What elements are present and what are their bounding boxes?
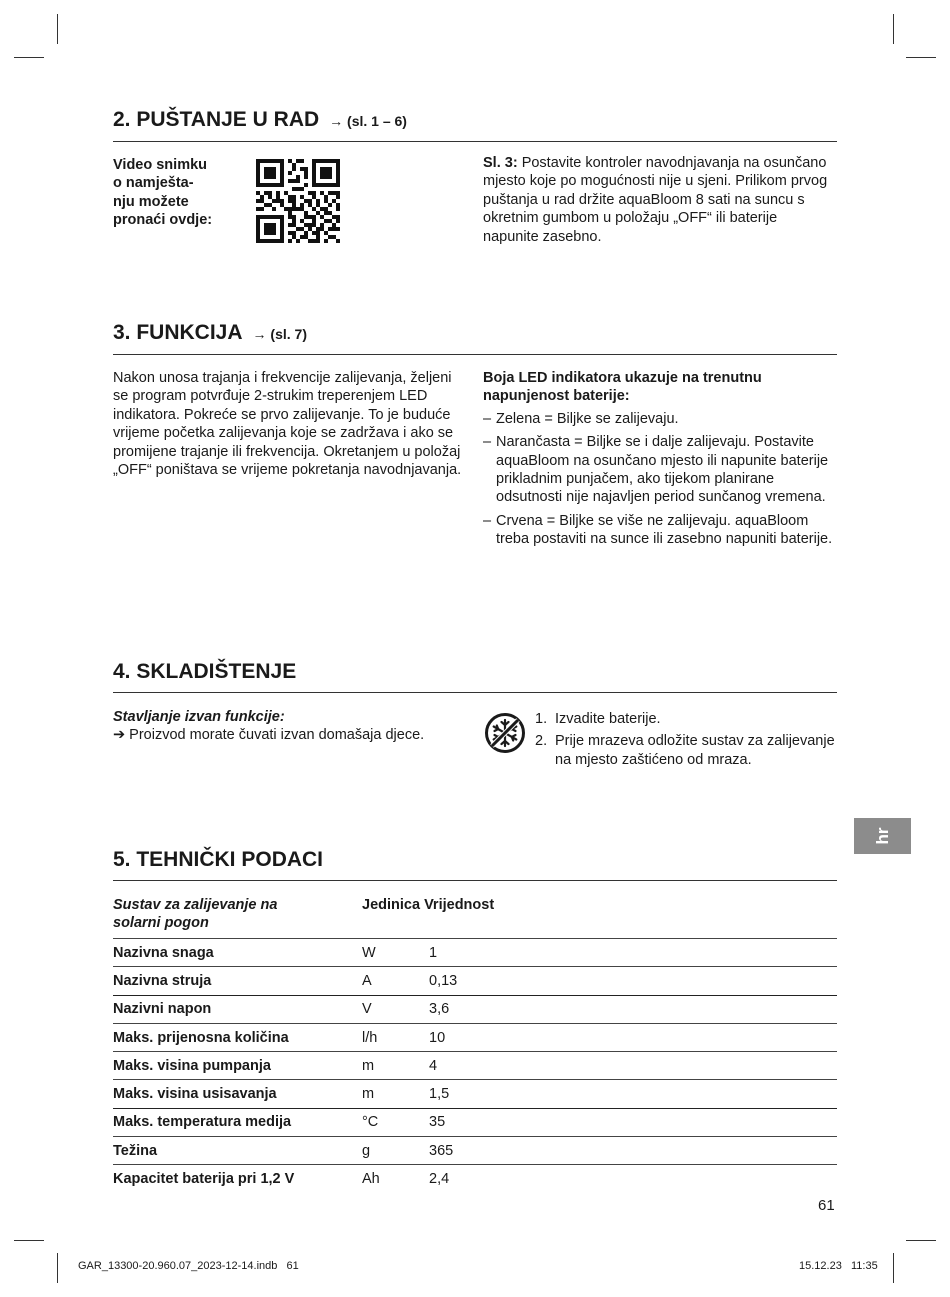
- crop-mark: [57, 14, 58, 44]
- led-item-orange: – Narančasta = Biljke se i dalje zalijevaju. Postavite aquaBloom na osunčano mjesto ili napunite baterije prikladnim punjačem, ako tijekom planirane odsutnosti nije najavljen period sunčanog vremena.: [483, 433, 833, 507]
- crop-mark: [14, 1240, 44, 1241]
- page-number: 61: [818, 1197, 835, 1214]
- figure-3-label: Sl. 3:: [483, 155, 518, 171]
- crop-mark: [893, 1253, 894, 1283]
- led-info: [483, 369, 833, 554]
- language-tab[interactable]: [854, 818, 911, 854]
- figure-3-text: [483, 154, 833, 246]
- led-item-red: – Crvena = Biljke se više ne zalijevaju. aquaBloom treba postaviti na sunce ili zasebno napuniti baterije.: [483, 512, 833, 549]
- storage-step: 2. Prije mrazeva odložite sustav za zalijevanje na mjesto zaštićeno od mraza.: [535, 733, 835, 768]
- qr-code-icon[interactable]: [256, 159, 340, 243]
- no-frost-icon: [484, 712, 526, 754]
- section-2-ref: → (sl. 1 – 6): [329, 113, 407, 129]
- footer-file: GAR_13300-20.960.07_2023-12-14.indb 61: [78, 1260, 299, 1272]
- section-5-title: 5. TEHNIČKI PODACI: [113, 848, 324, 871]
- section-4-title: 4. SKLADIŠTENJE: [113, 660, 297, 683]
- col-product-header: Sustav za zalijevanje na solarni pogon: [113, 894, 362, 939]
- led-heading: Boja LED indikatora ukazuje na trenutnu napunjenost baterije:: [483, 370, 762, 405]
- table-row: Nazivna struja A 0,13: [113, 967, 837, 995]
- crop-mark: [906, 57, 936, 58]
- language-tab-label: hr: [872, 827, 892, 845]
- storage-step: 1. Izvadite baterije.: [535, 711, 661, 727]
- table-row: Maks. prijenosna količina l/h 10: [113, 1023, 837, 1051]
- tech-data-table: [113, 894, 837, 1193]
- table-row: Težina g 365: [113, 1137, 837, 1165]
- table-row: Nazivni napon V 3,6: [113, 995, 837, 1023]
- section-2-title: 2. PUŠTANJE U RAD: [113, 108, 320, 131]
- crop-mark: [893, 14, 894, 44]
- video-hint: Video snimku o namješta- nju možete pronaći ovdje:: [113, 157, 213, 229]
- storage-steps: [535, 710, 835, 773]
- led-item-green: – Zelena = Biljke se zalijevaju.: [483, 410, 833, 428]
- figure-3-body: Postavite kontroler navodnjavanja na osunčano mjesto koje po mogućnosti nije u sjeni. Prilikom prvog puštanja u rad držite aquaBloom 8 sati na suncu s okretnim gumbom u položaju „OFF“ ili baterije napunite zasebno.: [483, 155, 828, 245]
- section-4-header: [113, 658, 837, 693]
- table-row: Maks. visina pumpanja m 4: [113, 1052, 837, 1080]
- crop-mark: [14, 57, 44, 58]
- table-row: Nazivna snaga W 1: [113, 939, 837, 967]
- section-5-header: [113, 846, 837, 881]
- function-text: Nakon unosa trajanja i frekvencije zalijevanja, željeni se program potvrđuje 2-strukim treperenjem LED indikatora. Pokreće se prvo zalijevanje. To je buduće vrijeme početka zalijevanja koje se zadržava i ako se promijene trajanje ili frekvencija. Okretanjem u položaj „OFF“ poništava se vrijeme pokretanja navodnjavanja.: [113, 370, 462, 479]
- footer-date: 15.12.23 11:35: [799, 1260, 878, 1272]
- crop-mark: [906, 1240, 936, 1241]
- table-header-row: [113, 894, 837, 939]
- storage-left: [113, 708, 465, 745]
- section-3-ref: → (sl. 7): [252, 326, 307, 342]
- table-row: Kapacitet baterija pri 1,2 V Ah 2,4: [113, 1171, 450, 1188]
- table-row: Maks. visina usisavanja m 1,5: [113, 1080, 837, 1108]
- col-unit-value-header: Jedinica Vrijednost: [362, 894, 837, 939]
- storage-subheading: Stavljanje izvan funkcije:: [113, 709, 285, 725]
- crop-mark: [57, 1253, 58, 1283]
- section-3-title: 3. FUNKCIJA: [113, 321, 243, 344]
- led-list: [483, 410, 833, 549]
- section-2-header: [113, 106, 837, 142]
- section-3-header: [113, 319, 837, 355]
- storage-note: ➔ Proizvod morate čuvati izvan domašaja djece.: [113, 727, 425, 744]
- table-row: Maks. temperatura medija °C 35: [113, 1108, 837, 1136]
